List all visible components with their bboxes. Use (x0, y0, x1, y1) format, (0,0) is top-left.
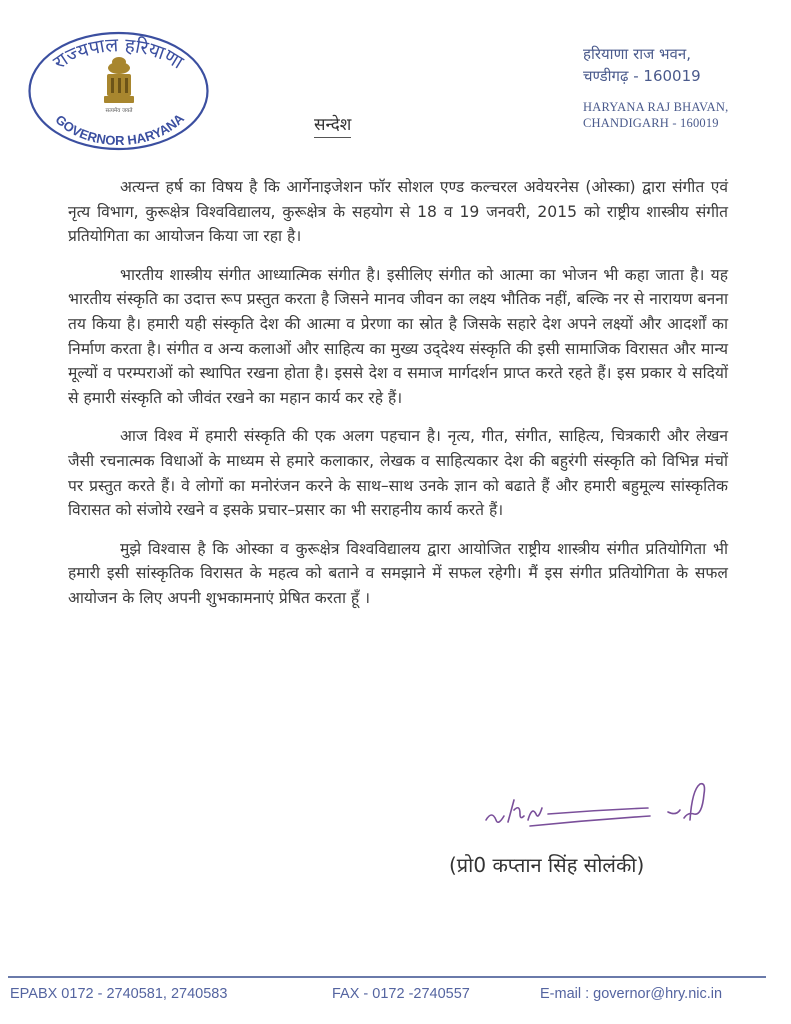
address-english-line1: HARYANA RAJ BHAVAN, (583, 100, 729, 114)
address-hindi-line2: चण्डीगढ़ - 160019 (583, 67, 701, 85)
signatory-name: (प्रो0 कप्तान सिंह सोलंकी) (449, 853, 645, 877)
address-block (583, 43, 728, 131)
footer-fax: FAX - 0172 -2740557 (332, 986, 470, 1002)
footer-email[interactable]: E-mail : governor@hry.nic.in (540, 986, 723, 1002)
governor-seal-logo (27, 30, 210, 152)
svg-text:GOVERNOR HARYANA (53, 110, 188, 148)
seal-english-text: GOVERNOR HARYANA (52, 110, 187, 149)
footer-epabx: EPABX 0172 - 2740581, 2740583 (10, 986, 228, 1002)
address-english-line2: CHANDIGARH - 160019 (583, 116, 719, 130)
seal-hindi-text: राज्यपाल हरियाणा (49, 34, 188, 74)
paragraph-1: अत्यन्त हर्ष का विषय है कि आर्गेनाइजेशन फॉर सोशल एण्ड कल्चरल अवेयरनेस (ओस्का) द्वारा संगीत एवं नृत्य विभाग, कुरूक्षेत्र विश्वविद्यालय, कुरूक्षेत्र के सहयोग से 18 व 19 जनवरी, 2015 को राष्ट्रीय शास्त्रीय संगीत प्रतियोगिता का आयोजन किया जा रहा है। (68, 178, 728, 246)
handwritten-signature (478, 780, 728, 840)
page-title: सन्देश (314, 114, 351, 138)
address-hindi-line1: हरियाणा राज भवन, (583, 45, 691, 63)
seal-motto: सत्यमेव जयते (105, 108, 133, 114)
ashoka-emblem-icon (104, 57, 134, 103)
paragraph-4: मुझे विश्वास है कि ओस्का व कुरूक्षेत्र विश्वविद्यालय द्वारा आयोजित राष्ट्रीय शास्त्रीय संगीत प्रतियोगिता भी हमारी इसी सांस्कृतिक विरासत के महत्व को बताने व समझाने में सफल रहेगी। मैं इस संगीत प्रतियोगिता के सफल आयोजन के लिए अपनी शुभकामनाएं प्रेषित करता हूँ । (68, 539, 728, 607)
footer-divider (8, 976, 766, 978)
paragraph-2: भारतीय शास्त्रीय संगीत आध्यात्मिक संगीत है। इसीलिए संगीत को आत्मा का भोजन भी कहा जाता है। यह भारतीय संस्कृति का उदात्त रूप प्रस्तुत करता है जिसने मानव जीवन का लक्ष्य भौतिक नहीं, बल्कि नर से नारायण बनना तय किया है। हमारी यही संस्कृति देश की आत्मा व प्रेरणा का स्रोत है जिसके सहारे देश अपने लक्ष्यों और आदर्शों का निर्माण करता है। संगीत व अन्य कलाओं और साहित्य का मुख्य उद्‌देश्य संस्कृति की इसी सामाजिक विरासत और मान्य मूल्यों व परम्पराओं को स्थापित रखना होता है। इससे देश व समाज मार्गदर्शन प्राप्त करते रहते हैं। इस प्रकार ये सदियों से हमारी संस्कृति को जीवंत रखने का महान कार्य कर रहे हैं। (68, 265, 728, 407)
message-body (68, 175, 728, 625)
paragraph-3: आज विश्व में हमारी संस्कृति की एक अलग पहचान है। नृत्य, गीत, संगीत, साहित्य, चित्रकारी और लेखन जैसी रचनात्मक विधाओं के माध्यम से हमारे कलाकार, लेखक व साहित्यकार देश की बहुरंगी संस्कृति को विभिन्न मंचों पर प्रस्तुत करते हैं। वे लोगों का मनोरंजन करने के साथ–साथ उनके ज्ञान को बढाते हैं और हमारी बहुमूल्य सांस्कृतिक विरासत को संजोये रखने व इसके प्रचार–प्रसार का भी सराहनीय कार्य करते हैं। (68, 427, 728, 520)
